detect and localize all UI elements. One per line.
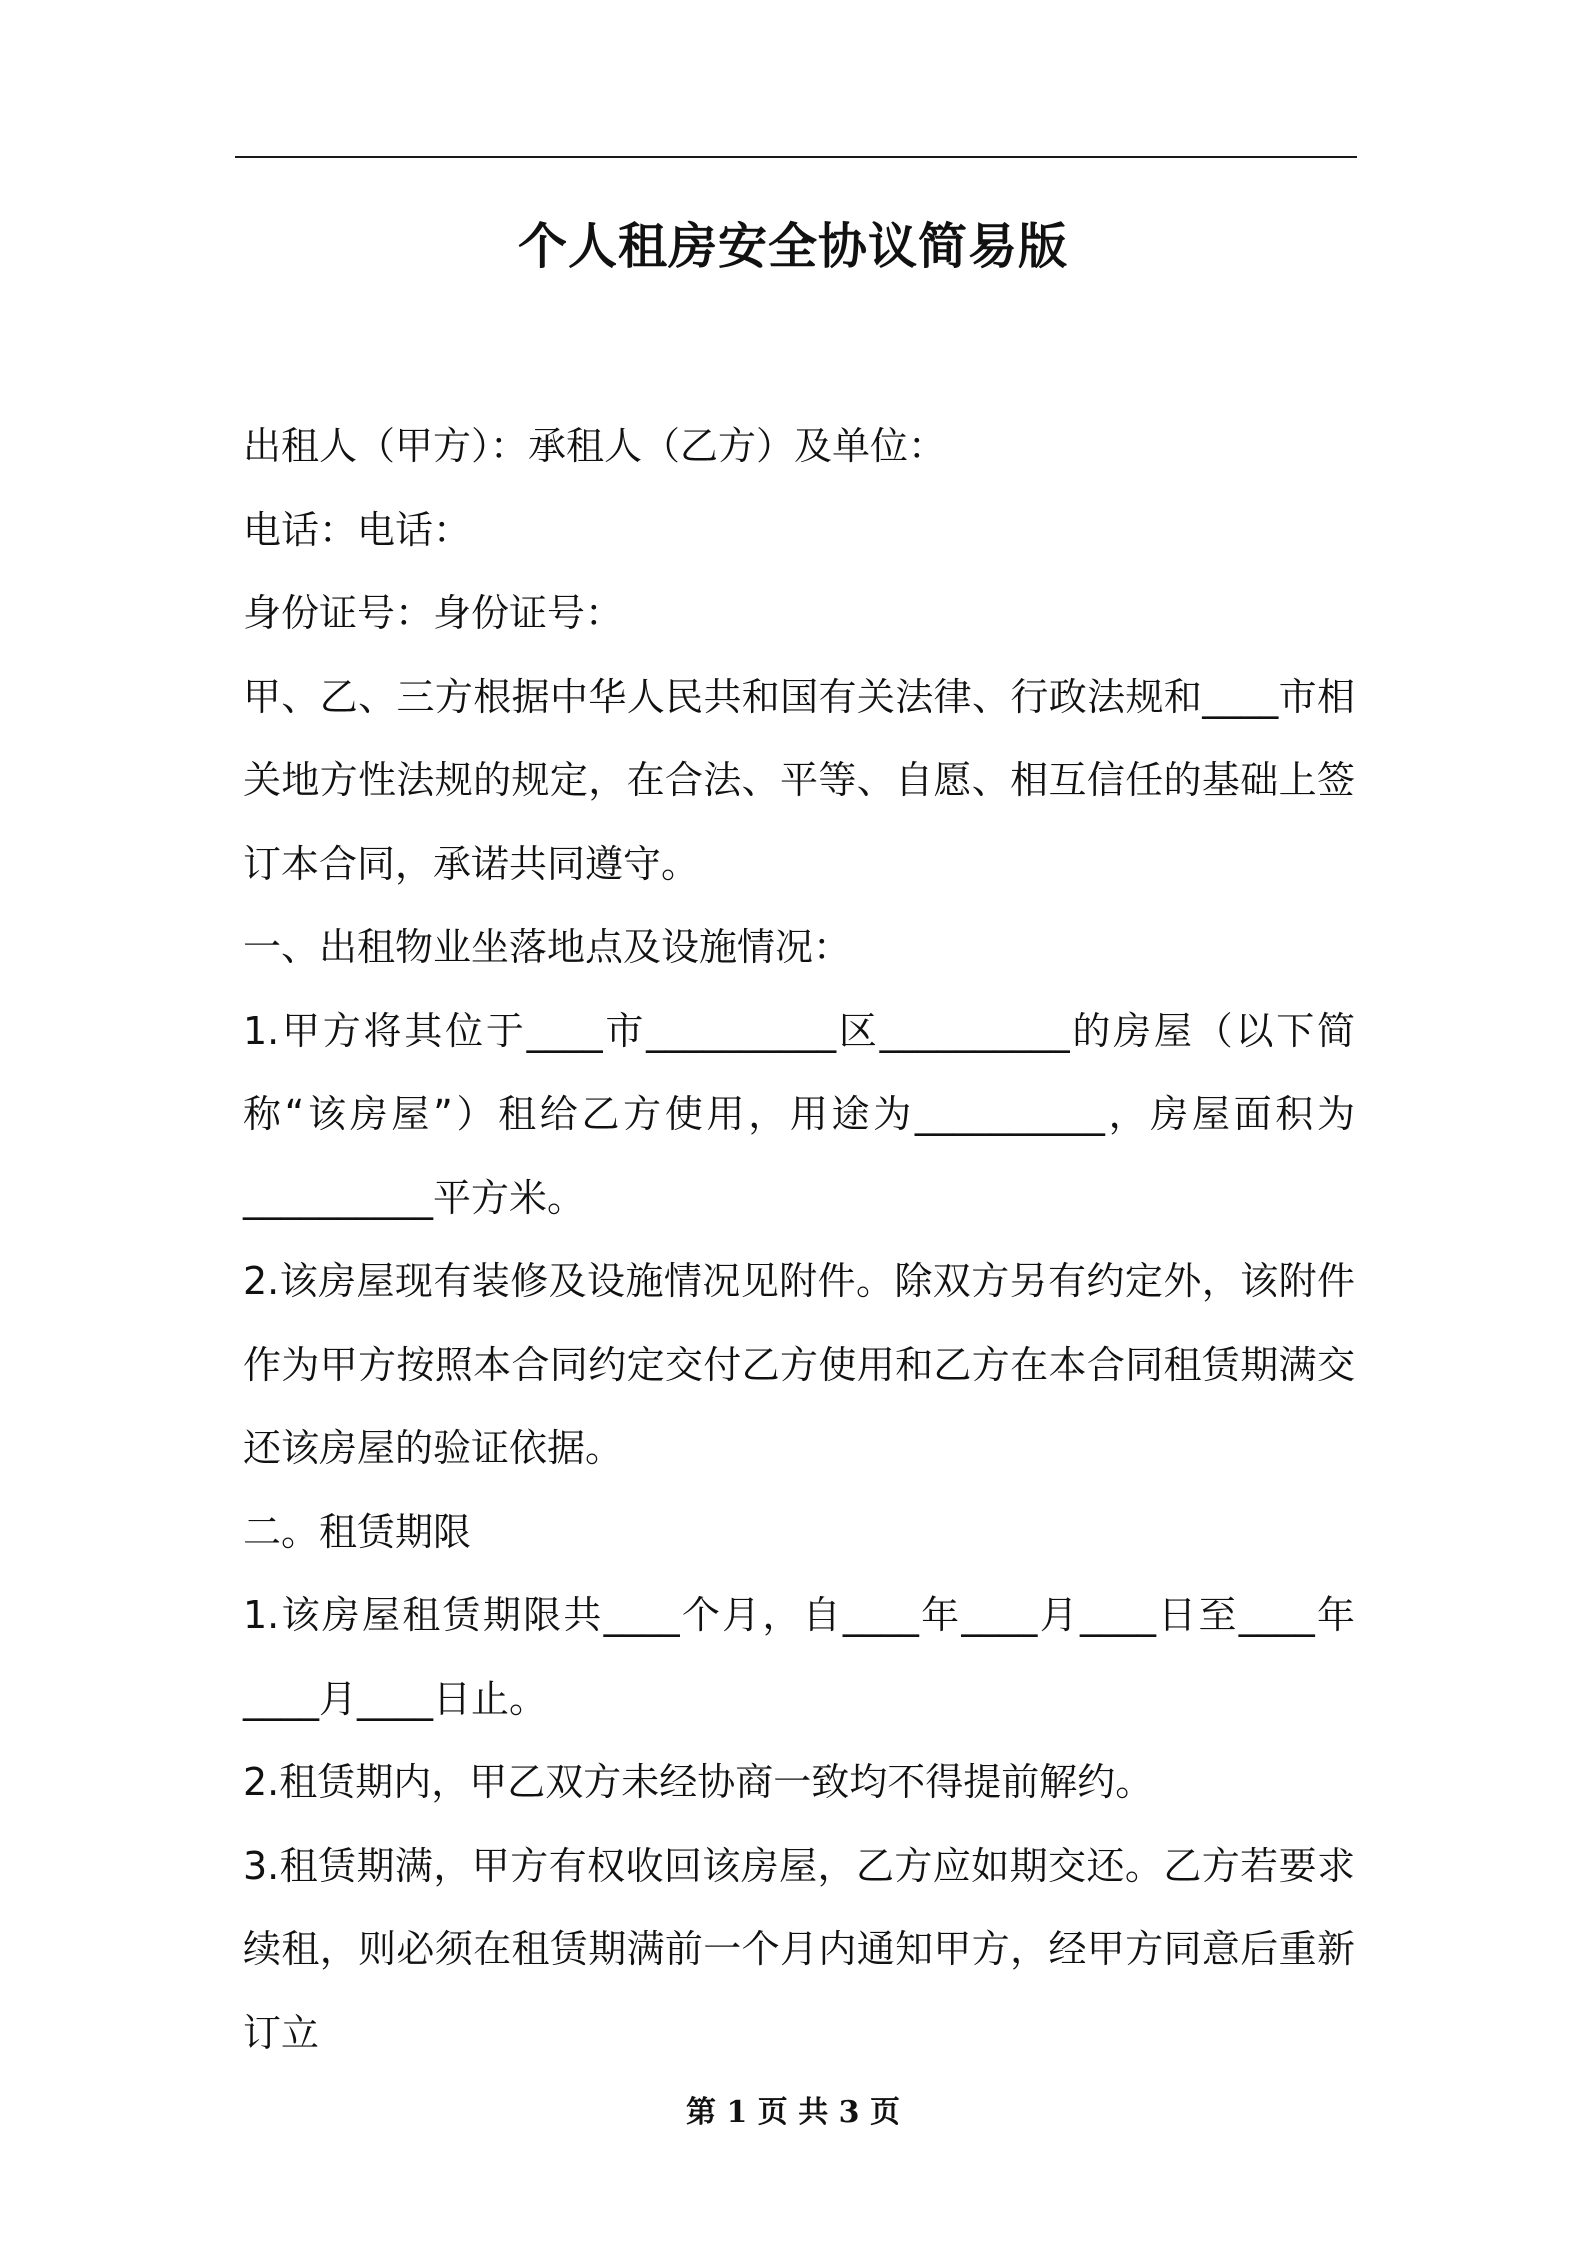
clause-property-facilities: 2.该房屋现有装修及设施情况见附件。除双方另有约定外，该附件作为甲方按照本合同约定交付乙方使用和乙方在本合同租赁期满交还该房屋的验证依据。 xyxy=(243,1259,1355,1470)
clause-property-location: 1.甲方将其位于____市__________区__________的房屋（以下简称“该房屋”）租给乙方使用，用途为__________，房屋面积为__________平方米。 xyxy=(243,1008,1355,1220)
clause-term-period: 1.该房屋租赁期限共____个月，自____年____月____日至____年____月____日止。 xyxy=(243,1593,1355,1721)
paragraph-id-number: 身份证号：身份证号： xyxy=(243,591,624,635)
section-heading-term: 二。租赁期限 xyxy=(243,1509,472,1554)
page-number-text: 第 1 页 共 3 页 xyxy=(686,2095,900,2130)
document-body xyxy=(243,405,1355,2075)
header-divider xyxy=(235,156,1357,158)
paragraph-preamble: 甲、乙、三方根据中华人民共和国有关法律、行政法规和____市相关地方性法规的规定，在合法、平等、自愿、相互信任的基础上签订本合同，承诺共同遵守。 xyxy=(243,674,1355,886)
document-title: 个人租房安全协议简易版 xyxy=(517,218,1068,275)
paragraph-parties: 出租人（甲方）：承租人（乙方）及单位： xyxy=(243,424,947,468)
clause-term-expiry: 3.租赁期满，甲方有权收回该房屋，乙方应如期交还。乙方若要求续租，则必须在租赁期满前一个月内通知甲方，经甲方同意后重新订立 xyxy=(243,1843,1355,2055)
paragraph-phone: 电话：电话： xyxy=(243,507,472,552)
page-number-footer xyxy=(0,2093,1586,2133)
section-heading-property: 一、出租物业坐落地点及设施情况： xyxy=(243,925,852,969)
clause-no-early-termination: 2.租赁期内，甲乙双方未经协商一致均不得提前解约。 xyxy=(243,1760,1154,1804)
